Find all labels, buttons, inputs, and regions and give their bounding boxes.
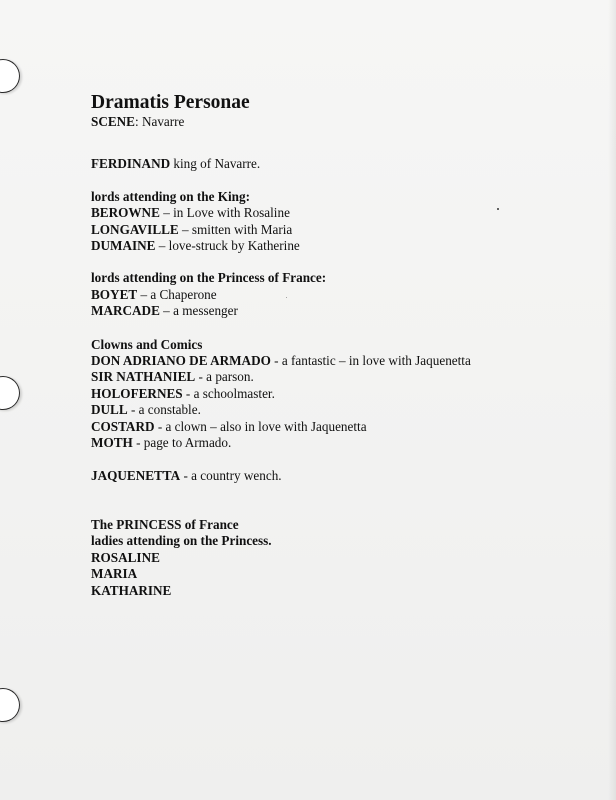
character-desc: - page to Armado. — [132, 435, 232, 451]
character-name: BOYET — [91, 286, 138, 302]
punch-hole-top — [0, 59, 20, 93]
character-line — [91, 402, 571, 418]
character-desc: - a clown – also in love with Jaquenetta — [154, 418, 367, 434]
lady-name: MARIA — [91, 566, 138, 582]
scene-label: SCENE — [91, 114, 135, 129]
character-name: DUMAINE — [91, 238, 156, 254]
scene-value: : Navarre — [134, 114, 185, 129]
character-desc: king of Navarre. — [170, 156, 261, 172]
character-desc: – a Chaperone — [137, 286, 217, 302]
character-name: COSTARD — [91, 418, 155, 434]
character-name: BEROWNE — [91, 205, 160, 221]
character-desc: – a messenger — [159, 303, 238, 319]
character-line — [91, 238, 571, 254]
character-line — [91, 353, 571, 369]
character-desc: – smitten with Maria — [178, 221, 293, 237]
character-desc: – love-struck by Katherine — [155, 238, 300, 254]
section-heading: lords attending on the King: — [91, 188, 251, 204]
character-line — [91, 386, 571, 402]
character-name: DON ADRIANO DE ARMADO — [91, 353, 271, 369]
character-name: JAQUENETTA — [91, 467, 181, 483]
character-line — [91, 222, 571, 238]
section-heading: Clowns and Comics — [91, 336, 203, 352]
princess-line: The PRINCESS of France — [91, 516, 239, 532]
section-princess — [91, 517, 571, 599]
character-line — [91, 369, 571, 385]
character-line — [91, 419, 571, 435]
character-desc: - a schoolmaster. — [182, 385, 275, 401]
page-edge-shadow — [608, 0, 616, 800]
character-jaquenetta — [91, 468, 571, 484]
lady-name: KATHARINE — [91, 582, 172, 598]
character-desc: - a country wench. — [180, 467, 282, 483]
section-lords-princess — [91, 270, 571, 319]
section-clowns — [91, 337, 571, 452]
character-name: MARCADE — [91, 303, 160, 319]
punch-hole-bottom — [0, 688, 20, 722]
punch-hole-middle — [0, 376, 20, 410]
character-desc: – in Love with Rosaline — [159, 205, 290, 221]
character-line — [91, 303, 571, 319]
section-heading: lords attending on the Princess of France: — [91, 270, 327, 286]
character-ferdinand — [91, 156, 571, 172]
character-name: LONGAVILLE — [91, 221, 179, 237]
character-line — [91, 435, 571, 451]
section-lords-king — [91, 189, 571, 255]
character-line — [91, 205, 571, 221]
section-heading: ladies attending on the Princess. — [91, 533, 272, 549]
cast-list — [91, 92, 571, 599]
character-desc: - a parson. — [195, 369, 254, 385]
lady-name: ROSALINE — [91, 549, 160, 565]
scene-line — [91, 114, 571, 130]
character-desc: - a fantastic – in love with Jaquenetta — [270, 353, 471, 369]
character-line — [91, 287, 571, 303]
character-name: SIR NATHANIEL — [91, 369, 196, 385]
character-name: HOLOFERNES — [91, 385, 183, 401]
page-title: Dramatis Personae — [91, 92, 250, 113]
character-name: FERDINAND — [91, 156, 171, 172]
character-name: DULL — [91, 402, 128, 418]
character-desc: - a constable. — [127, 402, 201, 418]
character-name: MOTH — [91, 435, 133, 451]
